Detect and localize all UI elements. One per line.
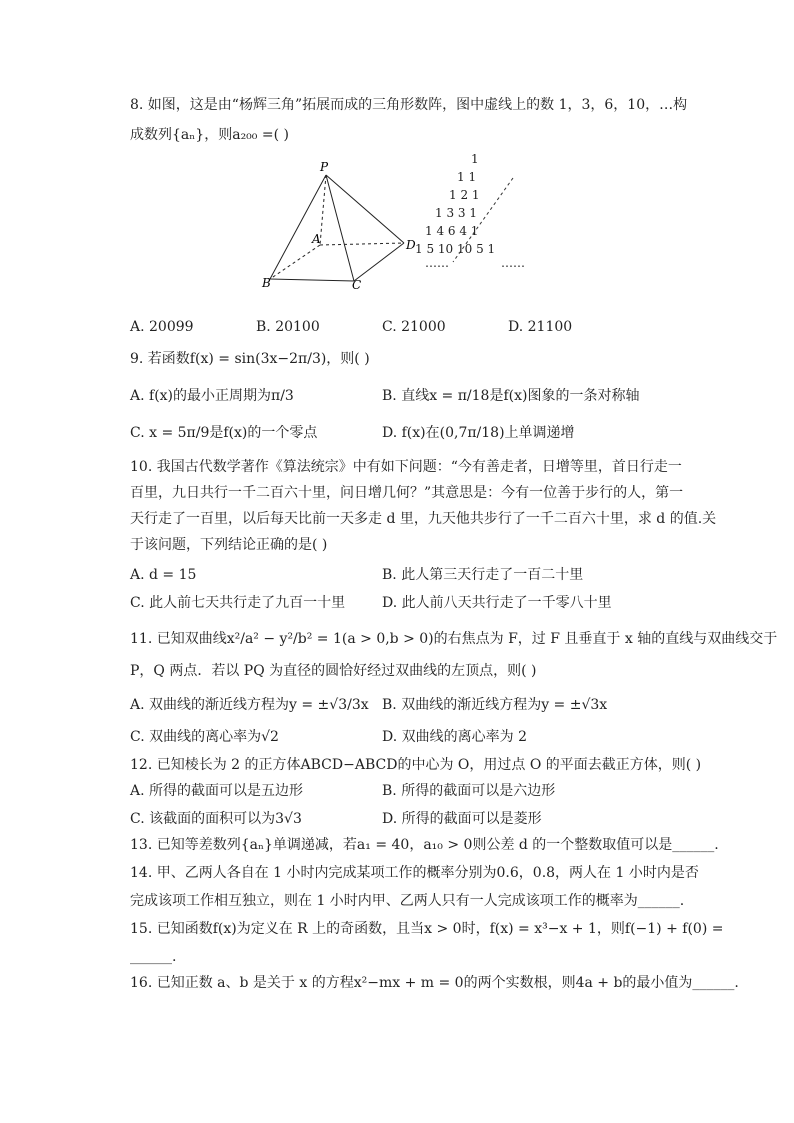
q10-stem-line4: 于该问题，下列结论正确的是( ) xyxy=(130,537,328,553)
q12-choice-c: C. 该截面的面积可以为3√3 xyxy=(130,811,302,827)
triangle-row-4: 1 3 3 1 xyxy=(435,206,477,220)
q12-choice-b: B. 所得的截面可以是六边形 xyxy=(382,783,556,799)
q13-stem: 13. 已知等差数列{aₙ}单调递减，若a₁ = 40，a₁₀ > 0则公差 d 的一个整数取值可以是______. xyxy=(130,837,719,853)
q9-choice-a: A. f(x)的最小正周期为π/3 xyxy=(130,388,294,404)
q9-choice-d: D. f(x)在(0,7π/18)上单调递增 xyxy=(382,425,575,441)
q11-choice-a: A. 双曲线的渐近线方程为y = ±√3/3x xyxy=(130,697,369,713)
q8-choice-d: D. 21100 xyxy=(508,319,573,335)
q10-choice-d: D. 此人前八天共行走了一千零八十里 xyxy=(382,595,612,611)
q10-choice-a: A. d = 15 xyxy=(130,567,197,583)
q9-choice-b: B. 直线x = π/18是f(x)图象的一条对称轴 xyxy=(382,388,640,404)
q11-choice-d: D. 双曲线的离心率为 2 xyxy=(382,729,527,745)
q12-stem: 12. 已知棱长为 2 的正方体ABCD−ABCD的中心为 O，用过点 O 的平面去截正方体，则( ) xyxy=(130,757,702,773)
vertex-label-d: D xyxy=(406,238,416,252)
q9-stem: 9. 若函数f(x) = sin(3x−2π/3)，则( ) xyxy=(130,351,370,367)
q14-stem-line1: 14. 甲、乙两人各自在 1 小时内完成某项工作的概率分别为0.6，0.8，两人在 1 小时内是否 xyxy=(130,865,699,881)
q10-stem-line2: 百里，九日共行一千二百六十里，问日增几何？”其意思是：今有一位善于步行的人，第一 xyxy=(130,485,684,501)
q11-stem-line1: 11. 已知双曲线x²/a² − y²/b² = 1(a > 0,b > 0)的右焦点为 F，过 F 且垂直于 x 轴的直线与双曲线交于 xyxy=(130,631,778,647)
triangle-row-5: 1 4 6 4 1 xyxy=(425,224,479,238)
q12-choice-a: A. 所得的截面可以是五边形 xyxy=(130,783,304,799)
q10-stem-line1: 10. 我国古代数学著作《算法统宗》中有如下问题：“今有善走者，日增等里，首日行走一 xyxy=(130,459,682,475)
triangle-row-1: 1 xyxy=(471,152,479,166)
diagonal-dashed-line xyxy=(405,150,555,270)
q16-stem: 16. 已知正数 a、b 是关于 x 的方程x²−mx + m = 0的两个实数根，则4a + b的最小值为______. xyxy=(130,975,739,991)
q14-stem-line2: 完成该项工作相互独立，则在 1 小时内甲、乙两人只有一人完成该项工作的概率为______. xyxy=(130,893,685,909)
q12-choice-d: D. 所得的截面可以是菱形 xyxy=(382,811,542,827)
triangle-row-6: 1 5 10 10 5 1 xyxy=(415,242,496,256)
vertex-label-p: P xyxy=(320,160,329,174)
q8-choice-b: B. 20100 xyxy=(256,319,320,335)
yanghui-triangle xyxy=(405,150,555,270)
q11-stem-line2: P，Q 两点．若以 PQ 为直径的圆恰好经过双曲线的左顶点，则( ) xyxy=(130,663,537,679)
vertex-label-b: B xyxy=(262,276,271,290)
q15-stem-line2: ______. xyxy=(130,949,177,965)
triangle-row-2: 1 1 xyxy=(457,170,477,184)
q8-stem-line1: 8. 如图，这是由“杨辉三角”拓展而成的三角形数阵，图中虚线上的数 1，3，6，10，…构 xyxy=(130,97,688,113)
triangle-dots-right: …… xyxy=(501,256,525,270)
vertex-label-c: C xyxy=(352,278,362,292)
q8-choice-c: C. 21000 xyxy=(382,319,446,335)
q10-choice-c: C. 此人前七天共行走了九百一十里 xyxy=(130,595,346,611)
q10-stem-line3: 天行走了一百里，以后每天比前一天多走 d 里，九天他共步行了一千二百六十里，求 d 的值.关 xyxy=(130,511,717,527)
q11-choice-b: B. 双曲线的渐近线方程为y = ±√3x xyxy=(382,697,608,713)
q11-choice-c: C. 双曲线的离心率为√2 xyxy=(130,729,279,745)
q8-choice-a: A. 20099 xyxy=(130,319,194,335)
vertex-label-a: A xyxy=(312,232,321,246)
q9-choice-c: C. x = 5π/9是f(x)的一个零点 xyxy=(130,425,318,441)
q10-choice-b: B. 此人第三天行走了一百二十里 xyxy=(382,567,584,583)
triangle-row-3: 1 2 1 xyxy=(449,188,480,202)
q8-stem-line2: 成数列{aₙ}，则a₂₀₀ =( ) xyxy=(130,127,289,143)
q15-stem-line1: 15. 已知函数f(x)为定义在 R 上的奇函数，且当x > 0时，f(x) = x³−x + 1，则f(−1) + f(0) = xyxy=(130,921,724,937)
triangle-dots-left: …… xyxy=(425,256,449,270)
